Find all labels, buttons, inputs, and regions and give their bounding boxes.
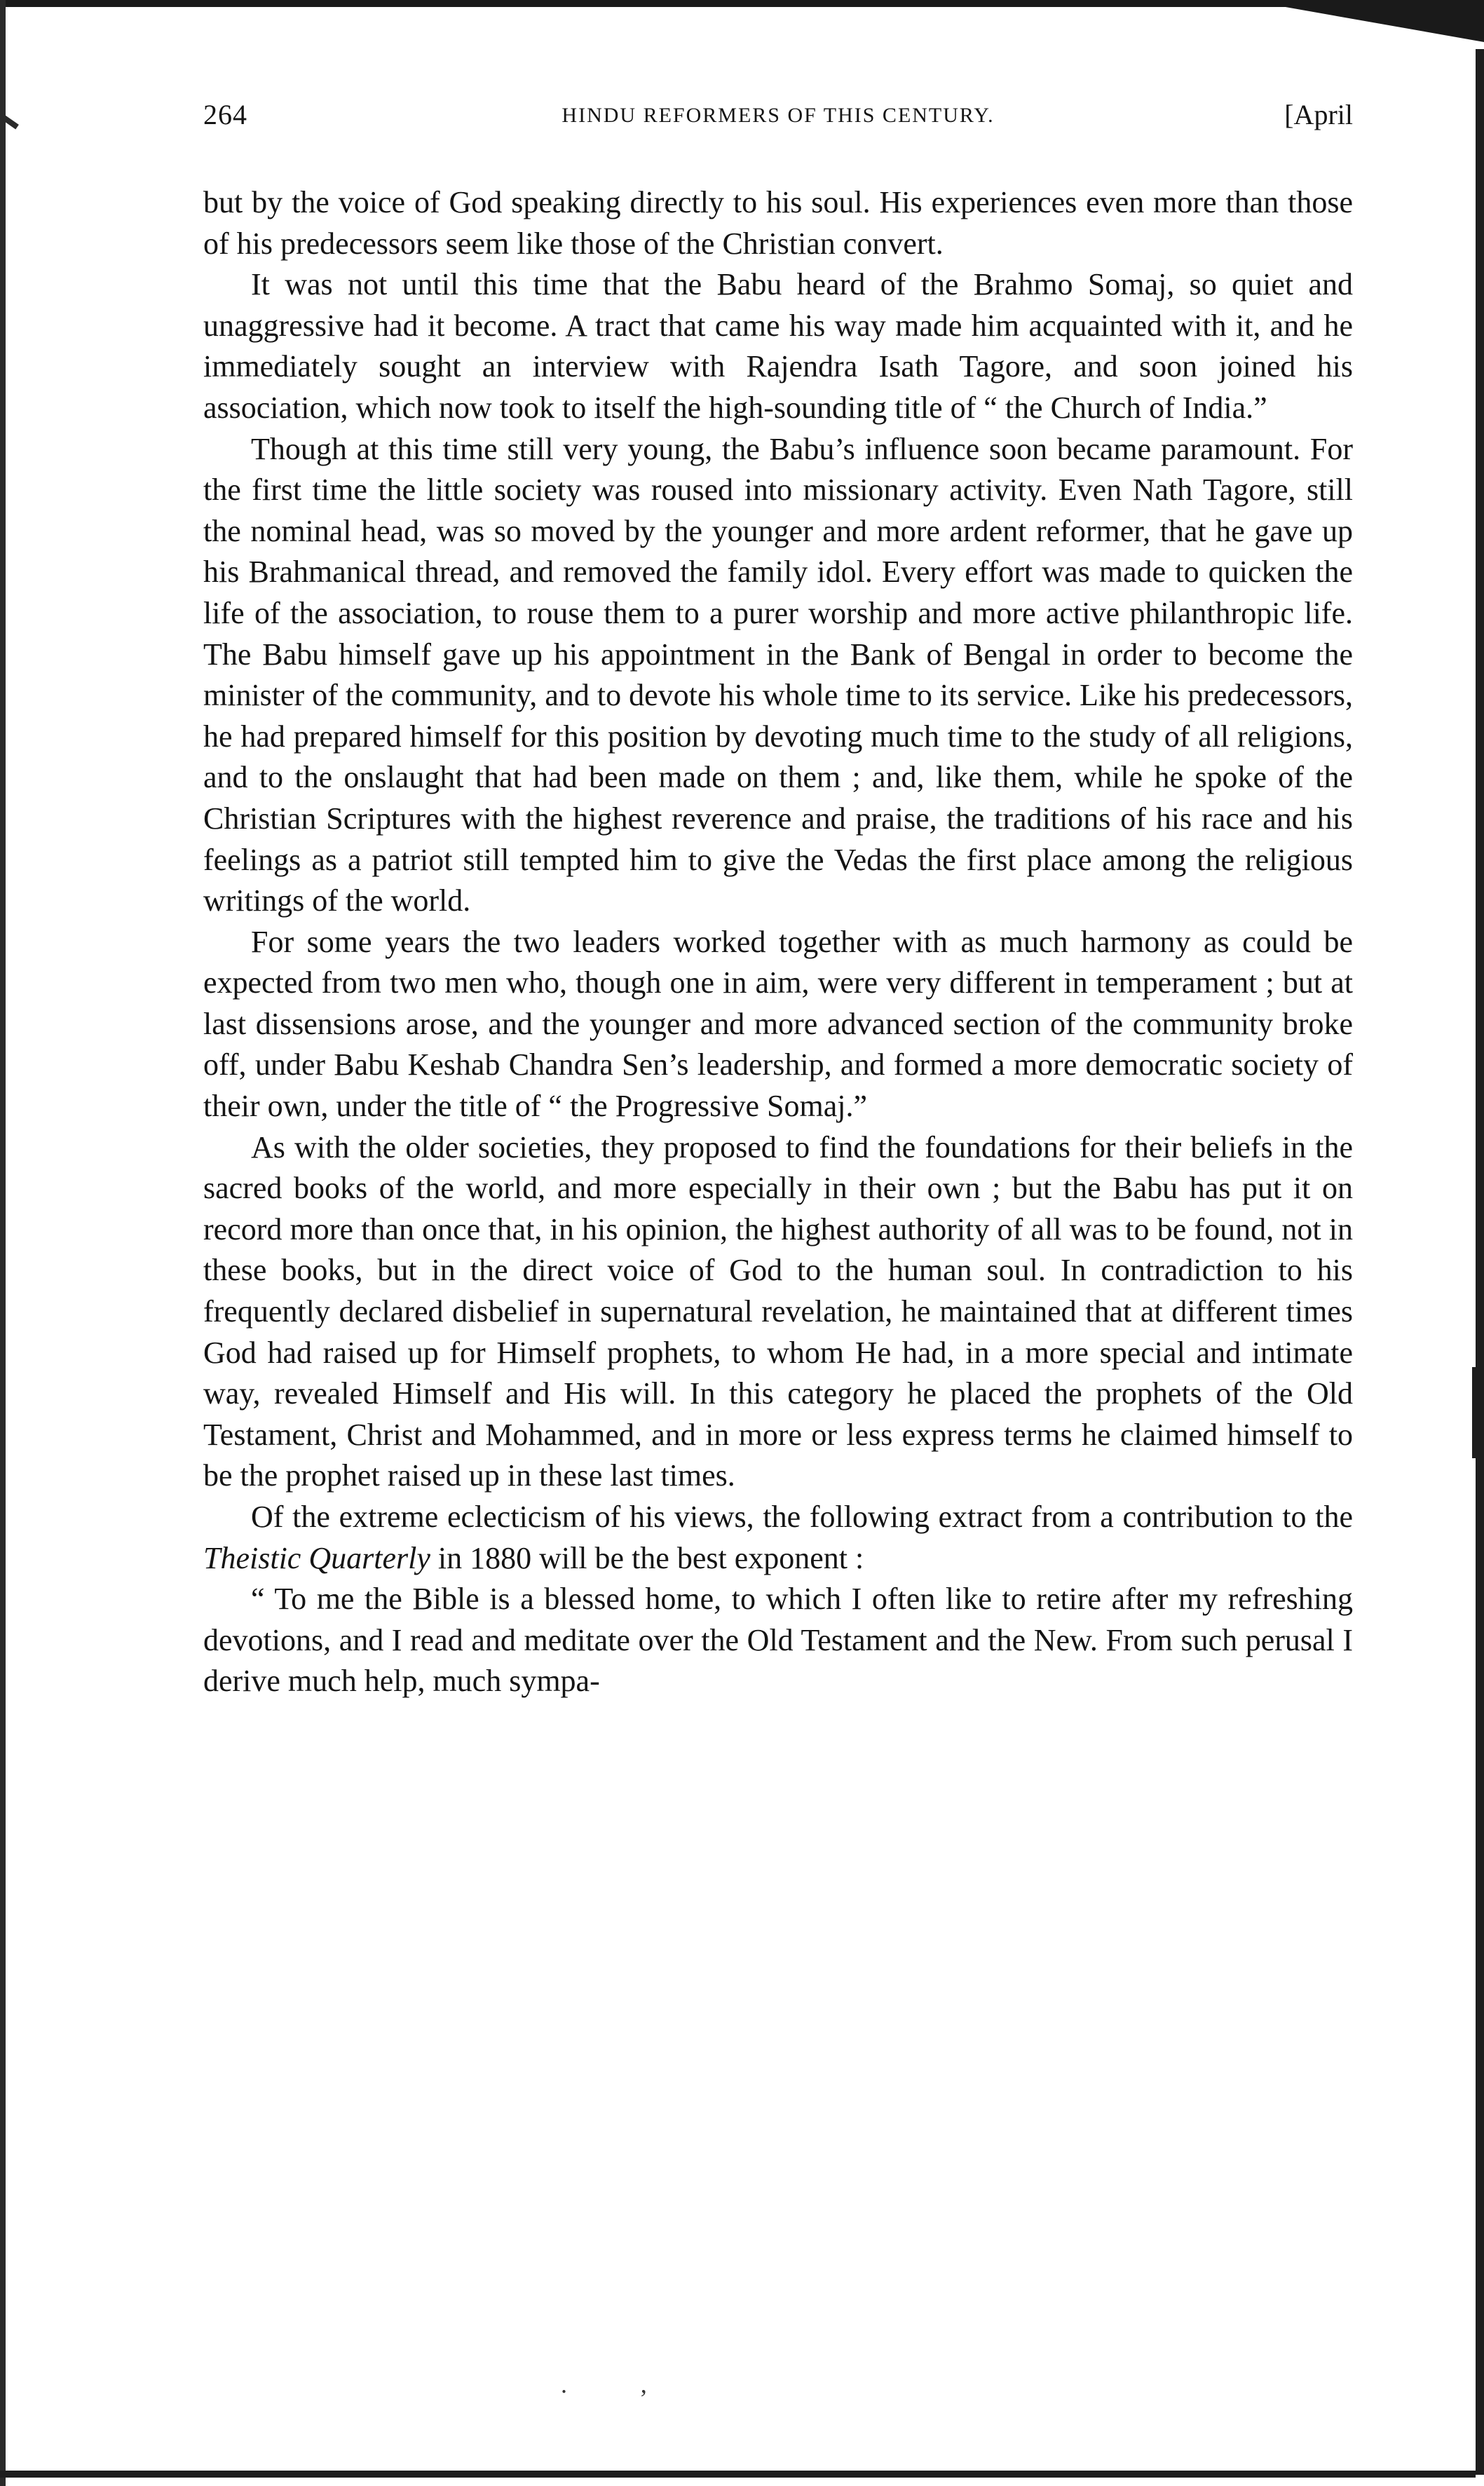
body-text (203, 182, 1353, 1702)
paragraph-6 (203, 1497, 1353, 1579)
scan-mark-right (1472, 1367, 1476, 1458)
scan-edge-top (0, 0, 1484, 45)
journal-title: Theistic Quarterly (203, 1540, 430, 1575)
issue-month: [April (1284, 99, 1353, 130)
paragraph-1: but by the voice of God speaking directly to his soul. His experiences even more than those of his predecessors seem like those of the Christian convert. (203, 185, 1353, 261)
book-page (203, 98, 1353, 1702)
stray-mark-1: . (561, 2370, 567, 2398)
paragraph-4: For some years the two leaders worked together with as much harmony as could be expected from two men who, though one in aim, were very different in temperament ; but at last dissensions arose, and the younger and more advanced section of the community broke off, under Babu Keshab Chandra Sen’s leadership, and formed a more democratic society of their own, under the title of “ the Progressive Somaj.” (203, 924, 1353, 1124)
page-number: 264 (203, 99, 247, 130)
scan-edge-left (0, 0, 6, 2486)
scan-notch-left (0, 113, 19, 130)
running-head (203, 98, 1353, 147)
running-title: HINDU REFORMERS OF THIS CENTURY. (561, 104, 995, 127)
scan-bar-top (0, 0, 1444, 7)
scan-edge-right (1476, 49, 1484, 2475)
paragraph-7: “ To me the Bible is a blessed home, to which I often like to retire after my refreshing devotions, and I read and meditate over the Old Testament and the New. From such perusal I derive much help, much sympa- (203, 1582, 1353, 1699)
paragraph-5: As with the older societies, they proposed to find the foundations for their beliefs in the sacred books of the world, and more especially in their own ; but the Babu has put it on record more than once that, in his opinion, the highest authority of all was to be found, not in these books, but in the direct voice of God to the human soul. In contradiction to his frequently declared disbelief in supernatural revelation, he maintained that at different times God had raised up for Himself prophets, to whom He had, in a more special and intimate way, revealed Himself and His will. In this category he placed the prophets of the Old Testament, Christ and Mohammed, and in more or less express terms he claimed himself to be the prophet raised up in these last times. (203, 1129, 1353, 1493)
paragraph-6-after: in 1880 will be the best exponent : (430, 1540, 864, 1575)
scan-wedge-top-right (1246, 0, 1484, 42)
scan-edge-bottom (0, 2471, 1476, 2478)
paragraph-3: Though at this time still very young, the Babu’s influence soon became paramount. For the first time the little society was roused into missionary activity. Even Nath Tagore, still the nominal head, was so moved by the younger and more ardent reformer, that he gave up his Brahmanical thread, and removed the family idol. Every effort was made to quicken the life of the association, to rouse them to a purer worship and more active philanthropic life. The Babu himself gave up his appointment in the Bank of Bengal in order to become the minister of the community, and to devote his whole time to its service. Like his predecessors, he had prepared himself for this position by devoting much time to the study of all religions, and to the onslaught that had been made on them ; and, like them, while he spoke of the Christian Scriptures with the highest reverence and praise, the traditions of his race and his feelings as a patriot still tempted him to give the Vedas the first place among the religious writings of the world. (203, 431, 1353, 918)
paragraph-6-before: Of the extreme eclecticism of his views, the following extract from a contribution to the (251, 1500, 1353, 1534)
paragraph-2: It was not until this time that the Babu heard of the Brahmo Somaj, so quiet and unaggressive had it become. A tract that came his way made him acquainted with it, and he immediately sought an interview with Rajendra Isath Tagore, and soon joined his association, which now took to itself the high-sounding title of “ the Church of India.” (203, 267, 1353, 425)
stray-mark-2: ʼ (639, 2384, 648, 2412)
